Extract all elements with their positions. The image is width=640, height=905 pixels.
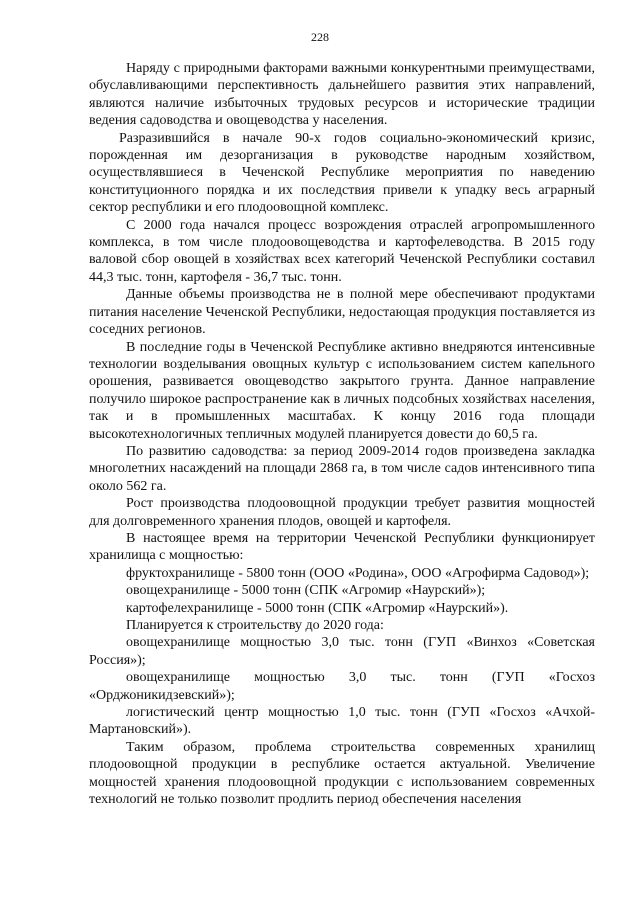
list-item-vegetable-storage: овощехранилище - 5000 тонн (СПК «Агромир «Наурский»); [126, 583, 486, 599]
planned-construction-heading: Планируется к строительству до 2020 года: [126, 618, 384, 633]
list-item-planned-3: логистический центр мощностью 1,0 тыс. тонн (ГУП «Госхоз «Ачхой-Мартановский»). [89, 705, 595, 738]
list-item-planned-2: овощехранилище мощностью 3,0 тыс. тонн (ГУП «Госхоз «Орджоникидзевский»); [89, 670, 595, 703]
paragraph-conclusion: Таким образом, проблема строительства современных хранилищ плодоовощной продукции в республике остается актуальной. Увеличение мощностей хранения плодоовощной продукции с использованием современных технологий не только позволит продлить период обеспечения населения [89, 739, 595, 808]
document-body [89, 60, 595, 808]
paragraph-6: По развитию садоводства: за период 2009-2014 годов произведена закладка многолетних насаждений на площади 2868 га, в том числе садов интенсивного типа около 562 га. [89, 443, 595, 494]
paragraph-7: Рост производства плодоовощной продукции требует развития мощностей для долговременного хранения плодов, овощей и картофеля. [89, 496, 595, 529]
list-item-planned-1: овощехранилище мощностью 3,0 тыс. тонн (ГУП «Винхоз «Советская Россия»); [89, 635, 595, 668]
paragraph-3: С 2000 года начался процесс возрождения отраслей агропромышленного комплекса, в том числе плодоовощеводства и картофелеводства. В 2015 году валовой сбор овощей в хозяйствах всех категорий Чеченской Республики составил 44,3 тыс. тонн, картофеля - 36,7 тыс. тонн. [89, 217, 595, 285]
paragraph-1: Наряду с природными факторами важными конкурентными преимуществами, обуславливающими перспективность дальнейшего развития этих направлений, являются наличие избыточных трудовых ресурсов и исторические традиции ведения садоводства и овощеводства у населения. [89, 61, 595, 129]
paragraph-5: В последние годы в Чеченской Республике активно внедряются интенсивные технологии возделывания овощных культур с использованием систем капельного орошения, развивается овощеводство закрытого грунта. Данное направление получило широкое распространение как в личных подсобных хозяйствах населения, так и в промышленных масштабах. К концу 2016 года площади высокотехнологичных тепличных модулей планируется довести до 60,5 га. [89, 339, 595, 442]
page-number: 228 [311, 30, 329, 44]
paragraph-8: В настоящее время на территории Чеченской Республики функционирует хранилища с мощностью: [89, 530, 595, 564]
paragraph-4: Данные объемы производства не в полной мере обеспечивают продуктами питания население Чеченской Республики, недостающая продукция поставляется из соседних регионов. [89, 287, 595, 338]
list-item-potato-storage: картофелехранилище - 5000 тонн (СПК «Агромир «Наурский»). [126, 600, 509, 616]
paragraph-2: Разразившийся в начале 90-х годов социально-экономический кризис, порожденная им дезорганизация в руководстве народным хозяйством, осуществлявшиеся в Чеченской Республике мероприятия по наведению конституционного порядка и их последствия привели к упадку весь аграрный сектор республики и его плодоовощной комплекс. [89, 130, 595, 216]
list-item-fruit-storage: фруктохранилище - 5800 тонн (ООО «Родина», ООО «Агрофирма Садовод»); [126, 565, 590, 581]
